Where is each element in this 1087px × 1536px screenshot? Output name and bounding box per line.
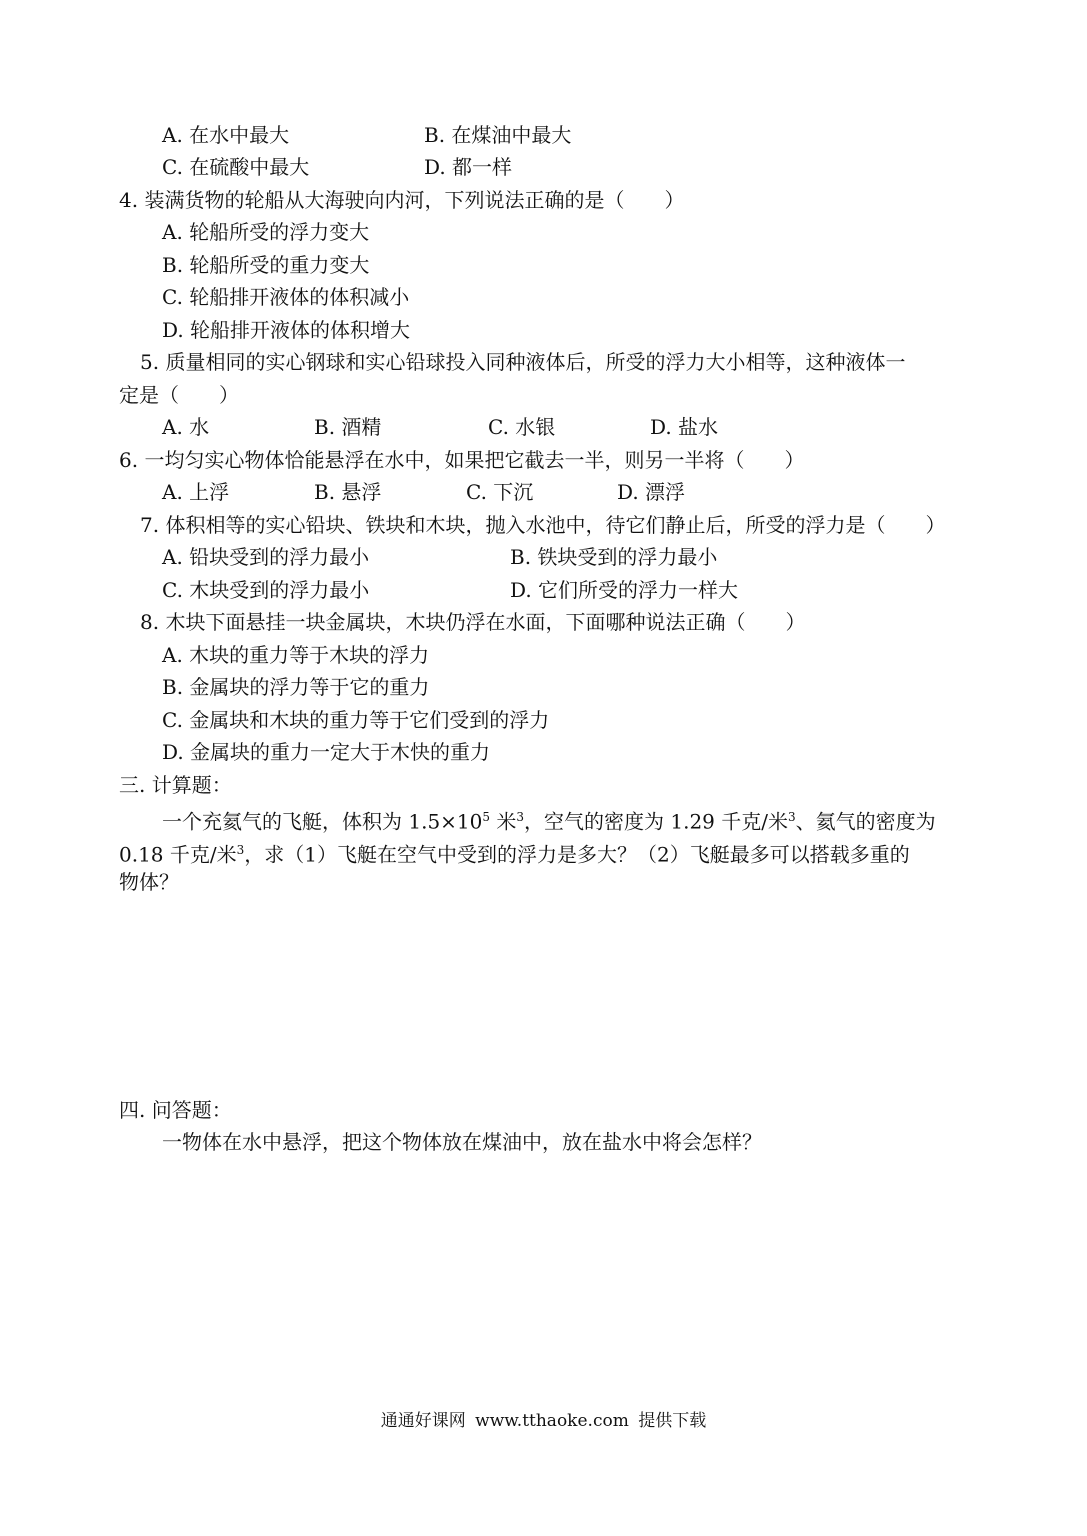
q4-option-b: B. 轮船所受的重力变大 — [162, 253, 370, 277]
q5-option-b: B. 酒精 — [314, 415, 382, 439]
q6-option-d: D. 漂浮 — [617, 480, 686, 504]
section3-heading: 三. 计算题： — [119, 773, 232, 797]
q6-option-a: A. 上浮 — [162, 480, 230, 504]
section3-line1: 一个充氦气的飞艇，体积为 $1.5\times 10^5$ 米$^3$，空气的密度为 1.29 千克/米$^3$、氦气的密度为 — [162, 809, 936, 834]
q3-option-a: A. 在水中最大 — [162, 123, 290, 147]
q4-stem: 4. 装满货物的轮船从大海驶向内河，下列说法正确的是（ ） — [119, 188, 685, 212]
q7-option-d: D. 它们所受的浮力一样大 — [510, 578, 739, 602]
q6-option-c: C. 下沉 — [466, 480, 534, 504]
q5-option-c: C. 水银 — [488, 415, 556, 439]
q7-option-a: A. 铅块受到的浮力最小 — [162, 545, 370, 569]
q7-stem: 7. 体积相等的实心铅块、铁块和木块，抛入水池中，待它们静止后，所受的浮力是（ ） — [140, 513, 946, 537]
q4-option-a: A. 轮船所受的浮力变大 — [162, 220, 370, 244]
section4-text: 一物体在水中悬浮，把这个物体放在煤油中，放在盐水中将会怎样？ — [162, 1130, 762, 1154]
q5-option-a: A. 水 — [162, 415, 210, 439]
q7-option-c: C. 木块受到的浮力最小 — [162, 578, 370, 602]
footer-suffix: 提供下载 — [638, 1411, 707, 1431]
section3-line2: 0.18 千克/米$^3$，求（1）飞艇在空气中受到的浮力是多大？（2）飞艇最多可以搭载多重的 — [119, 842, 910, 867]
page-footer — [0, 1410, 1087, 1432]
q7-option-b: B. 铁块受到的浮力最小 — [510, 545, 718, 569]
q6-option-b: B. 悬浮 — [314, 480, 382, 504]
q8-option-b: B. 金属块的浮力等于它的重力 — [162, 675, 430, 699]
q3-option-c: C. 在硫酸中最大 — [162, 155, 310, 179]
q4-option-d: D. 轮船排开液体的体积增大 — [162, 318, 411, 342]
q8-option-c: C. 金属块和木块的重力等于它们受到的浮力 — [162, 708, 550, 732]
footer-site-name: 通通好课网 — [380, 1411, 466, 1431]
footer-url[interactable]: www.tthaoke.com — [475, 1411, 629, 1431]
q8-option-a: A. 木块的重力等于木块的浮力 — [162, 643, 430, 667]
q6-stem: 6. 一均匀实心物体恰能悬浮在水中，如果把它截去一半，则另一半将（ ） — [119, 448, 805, 472]
q5-stem-line1: 5. 质量相同的实心钢球和实心铅球投入同种液体后，所受的浮力大小相等，这种液体一 — [140, 350, 906, 374]
q8-option-d: D. 金属块的重力一定大于木快的重力 — [162, 740, 491, 764]
q4-option-c: C. 轮船排开液体的体积减小 — [162, 285, 410, 309]
q8-stem: 8. 木块下面悬挂一块金属块，木块仍浮在水面，下面哪种说法正确（ ） — [140, 610, 806, 634]
q3-option-b: B. 在煤油中最大 — [424, 123, 572, 147]
q3-option-d: D. 都一样 — [424, 155, 513, 179]
q5-option-d: D. 盐水 — [650, 415, 719, 439]
q5-stem-line2: 定是（ ） — [119, 383, 239, 407]
section4-heading: 四. 问答题： — [119, 1098, 232, 1122]
section3-line3: 物体？ — [119, 870, 179, 894]
